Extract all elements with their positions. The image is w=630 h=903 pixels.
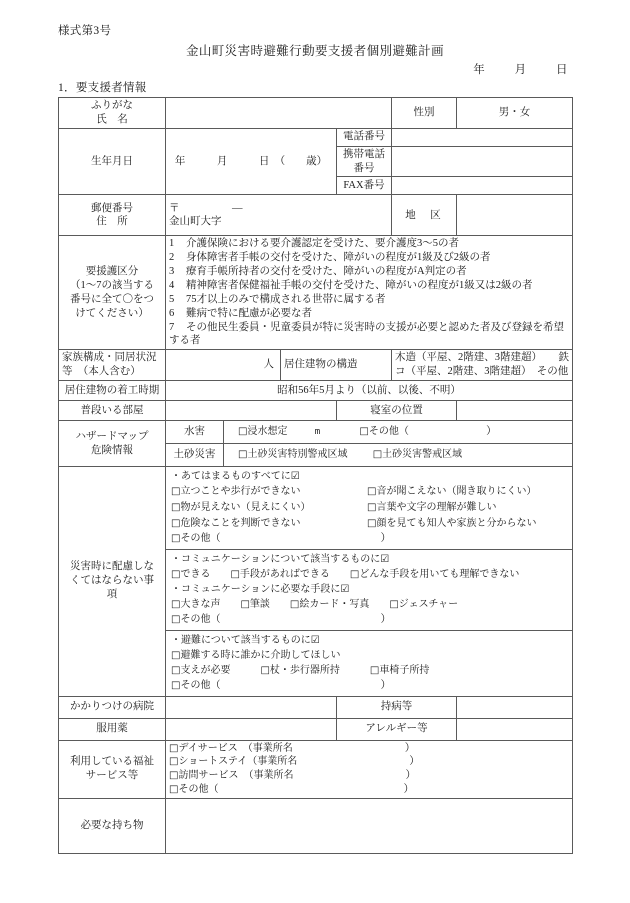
table-row-kubun (59, 236, 573, 350)
welfare-item (169, 742, 569, 756)
landslide-special-checkbox[interactable]: □土砂災害特別警戒区域 (238, 449, 348, 461)
welfare-checkbox-other[interactable]: □その他（ (169, 784, 219, 796)
table-row-room (59, 401, 573, 421)
cons-means-other-close: ） (380, 614, 391, 626)
date-year-label: 年 (473, 64, 486, 76)
welfare-label: 利用している福祉 サービス等 (59, 740, 166, 798)
fax-input[interactable] (392, 177, 573, 195)
hospital-input[interactable] (166, 696, 337, 718)
district-label: 地 区 (392, 195, 457, 236)
table-row-hazard-flood (59, 421, 573, 444)
flood-options[interactable] (224, 421, 573, 444)
welfare-close: ） (405, 770, 416, 782)
welfare-item (169, 755, 569, 769)
hospital-label: かかりつけの病院 (59, 696, 166, 718)
table-row-construction (59, 381, 573, 401)
table-row-hospital (59, 696, 573, 718)
cons-communication-options[interactable]: □できる □手段があればできる □どんな手段を用いても理解できない (171, 569, 520, 581)
cons-evacuation-heading: ・避難について該当するものに☑ (171, 634, 320, 646)
fax-label: FAX番号 (337, 177, 392, 195)
family-count-input[interactable] (166, 350, 281, 381)
furigana-name-label: ふりがな 氏 名 (59, 98, 166, 129)
welfare-close: ） (404, 742, 416, 754)
kubun-item-number: 7 (169, 321, 175, 333)
cons-checkbox-assistance[interactable]: □避難する時に誰かに介助してほしい (171, 649, 341, 661)
family-count-unit: 人 (263, 359, 274, 371)
cons-evacuation-other-close: ） (380, 679, 391, 691)
allergy-input[interactable] (457, 718, 573, 740)
address-input[interactable] (166, 195, 392, 236)
page-title: 金山町災害時避難行動要支援者個別避難計画 (185, 44, 444, 58)
tel-input[interactable] (392, 128, 573, 146)
consideration-label: 災害時に配慮しな くてはならない事 項 (59, 467, 166, 697)
hazard-label: ハザードマップ 危険情報 (59, 421, 166, 467)
bedroom-input[interactable] (457, 401, 573, 421)
cons-checkbox-evacuation-other[interactable]: □その他（ (171, 679, 221, 691)
welfare-item (169, 783, 569, 797)
mobile-label: 携帯電話番号 (337, 146, 392, 177)
table-row-family (59, 350, 573, 381)
welfare-options[interactable] (166, 740, 573, 798)
birthdate-label: 生年月日 (59, 128, 166, 195)
cons-general-heading: ・あてはまるものすべてに☑ (171, 471, 300, 483)
cons-evacuation-aids[interactable]: □支えが必要 □杖・歩行器所持 □車椅子所持 (171, 664, 430, 676)
kubun-item (169, 279, 569, 293)
flood-depth-unit: m (314, 427, 321, 438)
gender-value[interactable]: 男・女 (457, 98, 573, 129)
structure-label: 居住建物の構造 (281, 350, 392, 381)
kubun-item-number: 3 (169, 266, 175, 278)
kubun-item-text: 療育手帳所持者の交付を受けた、障がいの程度がA判定の者 (186, 266, 467, 278)
medicine-input[interactable] (166, 718, 337, 740)
kubun-item-text: 精神障害者保健福祉手帳の交付を受けた、障がいの程度が1級又は2級の者 (186, 280, 533, 292)
landslide-label: 土砂災害 (166, 444, 224, 467)
construction-label: 居住建物の着工時期 (59, 381, 166, 401)
medicine-label: 服用薬 (59, 718, 166, 740)
address-prefix: 金山町大字 (169, 216, 222, 228)
cons-checkbox-means-other[interactable]: □その他（ (171, 614, 221, 626)
landslide-options[interactable] (224, 444, 573, 467)
chronic-illness-label: 持病等 (337, 696, 457, 718)
table-row-considerations (59, 467, 573, 697)
kubun-item-number: 4 (169, 280, 175, 292)
structure-line1-tail: 鉄 (558, 352, 569, 364)
kubun-item-number: 6 (169, 307, 175, 319)
kubun-item-text: 身体障害者手帳の交付を受けた、障がいの程度が1級及び2級の者 (186, 252, 491, 264)
welfare-checkbox-short-stay[interactable]: □ショートステイ（事業所名 (169, 756, 298, 768)
date-day-label: 日 (556, 64, 568, 76)
cons-communication-means-heading: ・コミュニケーションに必要な手段に☑ (171, 584, 350, 596)
mobile-input[interactable] (392, 146, 573, 177)
cons-checkbox-danger-judgement[interactable]: □危険なことを判断できない (171, 517, 301, 529)
date-line (473, 61, 568, 77)
name-input[interactable] (166, 98, 392, 129)
table-row-address (59, 195, 573, 236)
structure-line2: コ（平屋、2階建、3階建超） その他 (395, 366, 569, 378)
cons-communication-means-options[interactable]: □大きな声 □筆談 □絵カード・写真 □ジェスチャー (171, 599, 459, 611)
kubun-item (169, 307, 569, 321)
section-heading: 1．要支援者情報 (58, 82, 147, 94)
gender-label: 性別 (392, 98, 457, 129)
structure-line1: 木造（平屋、2階建、3階建超） (395, 352, 542, 364)
table-row-medicine (59, 718, 573, 740)
kubun-label: 要援護区分 （1～7の該当する 番号に全て〇をつ けてください） (59, 236, 166, 350)
structure-options[interactable] (392, 350, 573, 381)
date-month-label: 月 (514, 64, 527, 76)
flood-other-close: ） (486, 426, 497, 438)
kubun-item (169, 321, 569, 349)
cons-checkbox-face-recognition[interactable]: □顔を見ても知人や家族と分からない (367, 517, 537, 529)
construction-value[interactable]: 昭和56年5月より（以前、以後、不明） (166, 381, 573, 401)
usual-room-label: 普段いる部屋 (59, 401, 166, 421)
landslide-warning-checkbox[interactable]: □土砂災害警戒区域 (372, 449, 463, 461)
belongings-label: 必要な持ち物 (59, 798, 166, 853)
cons-communication-heading: ・コミュニケーションについて該当するものに☑ (171, 554, 390, 566)
usual-room-input[interactable] (166, 401, 337, 421)
kubun-item-number: 1 (169, 238, 175, 250)
welfare-close: ） (409, 756, 420, 768)
cons-checkbox-hearing[interactable]: □音が聞こえない（聞き取りにくい） (367, 486, 537, 498)
welfare-checkbox-home-visit[interactable]: □訪問サービス （事業所名 (169, 770, 294, 782)
district-input[interactable] (457, 195, 573, 236)
kubun-item (169, 251, 569, 265)
postal-mark: 〒 ― (169, 202, 243, 214)
chronic-illness-input[interactable] (457, 696, 573, 718)
belongings-input[interactable] (166, 798, 573, 853)
flood-other-checkbox[interactable]: □その他（ (359, 426, 409, 438)
cons-checkbox-general-other[interactable]: □その他（ (171, 533, 221, 545)
cons-checkbox-comprehension[interactable]: □言葉や文字の理解が難しい (367, 501, 497, 513)
table-row-belongings (59, 798, 573, 853)
kubun-item-number: 2 (169, 252, 175, 264)
bedroom-label: 寝室の位置 (337, 401, 457, 421)
postal-address-label: 郵便番号 住 所 (59, 195, 166, 236)
tel-label: 電話番号 (337, 128, 392, 146)
kubun-item-text: 介護保険における要介護認定を受けた、要介護度3～5の者 (186, 238, 459, 250)
kubun-item-text: その他民生委員・児童委員が特に災害時の支援が必要と認めた者及び登録を希望する者 (169, 321, 564, 347)
table-row-name (59, 98, 573, 129)
welfare-close: ） (403, 784, 414, 796)
welfare-item (169, 769, 569, 783)
table-row-tel (59, 128, 573, 146)
cons-general-other-close: ） (380, 533, 391, 545)
kubun-item (169, 265, 569, 279)
kubun-item-number: 5 (169, 293, 175, 305)
kubun-item-text: 75才以上のみで構成される世帯に属する者 (186, 293, 386, 305)
consideration-group-communication[interactable] (166, 550, 572, 631)
family-label: 家族構成・同居状況 等 （本人含む） (59, 350, 166, 381)
support-person-info-table (58, 97, 573, 854)
table-row-welfare (59, 740, 573, 798)
consideration-group-evacuation[interactable] (166, 631, 572, 696)
kubun-item (169, 237, 569, 251)
form-number: 様式第3号 (58, 25, 112, 37)
allergy-label: アレルギー等 (337, 718, 457, 740)
consideration-group-general[interactable] (166, 467, 572, 550)
kubun-options[interactable] (166, 236, 573, 350)
cons-checkbox-standing[interactable]: □立つことや歩行ができない (171, 486, 301, 498)
kubun-item (169, 293, 569, 307)
welfare-checkbox-day-service[interactable]: □デイサービス （事業所名 (169, 742, 293, 754)
birthdate-input[interactable]: 年 月 日 （ 歳） (166, 128, 337, 195)
consideration-groups[interactable] (166, 467, 573, 697)
cons-checkbox-vision[interactable]: □物が見えない（見えにくい） (171, 501, 311, 513)
flood-inundation-checkbox[interactable]: □浸水想定 (238, 426, 288, 438)
kubun-item-text: 難病で特に配慮が必要な者 (186, 307, 312, 319)
flood-label: 水害 (166, 421, 224, 444)
